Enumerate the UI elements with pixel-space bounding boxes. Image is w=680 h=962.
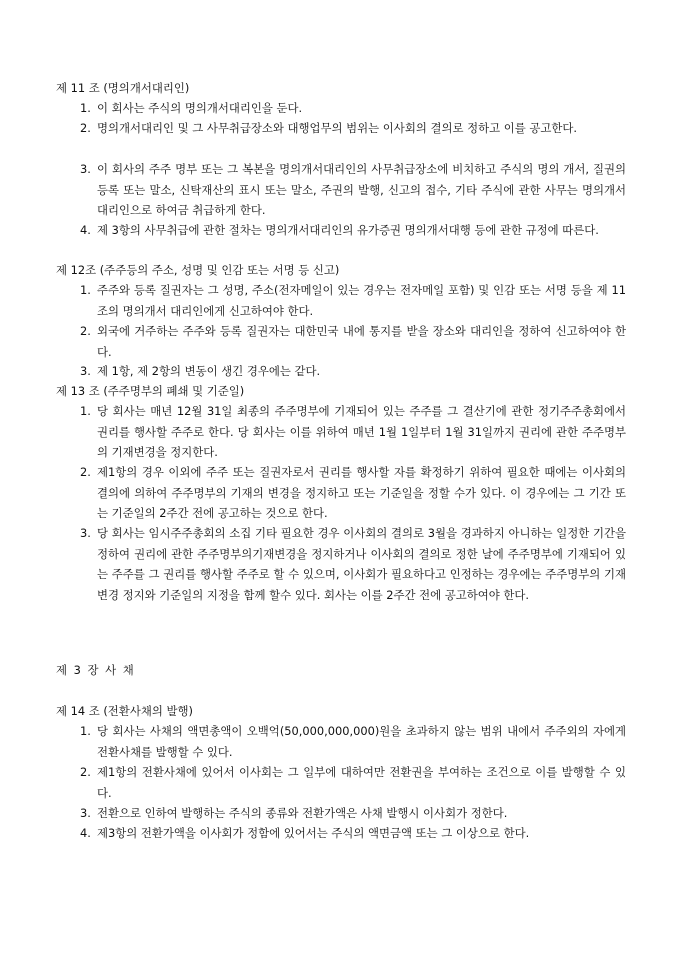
article-heading: 제 13 조 (주주명부의 폐쇄 및 기준일) — [56, 384, 245, 398]
item-number: 2. — [80, 324, 91, 338]
item-number: 4. — [80, 223, 91, 237]
list-item — [80, 721, 626, 762]
list-item — [80, 823, 626, 844]
item-text: 당 회사는 임시주주총회의 소집 기타 필요한 경우 이사회의 결의로 3월을 경과하지 아니하는 일정한 기간을정하여 권리에 관한 주주명부의기재변경을 정지하거나 이사회의 결의로 정한 날에 주주명부에 기재되어 있는 주주를 그 권리를 행사할 주주로 할 수 있으며, 이사회가 필요하다고 인정하는 경우에는 주주명부의 기재변경 정지와 기준일의 지정을 함께 할수 있다. 회사는 이를 2주간 전에 공고하여야 한다. — [97, 526, 626, 603]
item-number: 2. — [80, 121, 91, 135]
item-number: 1. — [80, 404, 91, 418]
item-number: 3. — [80, 526, 91, 540]
list-item — [80, 98, 626, 119]
article-heading: 제 12조 (주주등의 주소, 성명 및 인감 또는 서명 등 신고) — [56, 263, 340, 277]
item-number: 2. — [80, 465, 91, 479]
list-item — [80, 280, 626, 321]
item-text: 제 3항의 사무취급에 관한 절차는 명의개서대리인의 유가증권 명의개서대행 등에 관한 규정에 따른다. — [97, 223, 599, 237]
item-number: 3. — [80, 162, 91, 176]
item-number: 3. — [80, 364, 91, 378]
article-heading: 제 14 조 (전환사채의 발행) — [56, 704, 193, 718]
item-number: 3. — [80, 806, 91, 820]
chapter-heading: 제 3 장 사 채 — [56, 663, 134, 677]
list-item — [80, 118, 626, 139]
item-number: 1. — [80, 724, 91, 738]
list-item — [80, 321, 626, 362]
item-text: 제1항의 경우 이외에 주주 또는 질권자로서 권리를 행사할 자를 확정하기 위하여 필요한 때에는 이사회의 결의에 의하여 주주명부의 기재의 변경을 정지하고 또는 기준일을 정할 수가 있다. 이 경우에는 그 기간 또는 기준일의 2주간 전에 공고하는 것으로 한다. — [97, 465, 626, 521]
item-number: 4. — [80, 826, 91, 840]
list-item — [80, 220, 626, 241]
item-number: 1. — [80, 101, 91, 115]
list-item — [80, 523, 626, 606]
item-text: 당 회사는 매년 12월 31일 최종의 주주명부에 기재되어 있는 주주를 그 결산기에 관한 정기주주총회에서 권리를 행사할 주주로 한다. 당 회사는 이를 위하여 매년 1월 1일부터 1월 31일까지 권리에 관한 주주명부의 기재변경을 정지한다. — [97, 404, 626, 460]
list-item — [80, 462, 626, 524]
item-text: 전환으로 인하여 발행하는 주식의 종류와 전환가액은 사채 발행시 이사회가 정한다. — [97, 806, 508, 820]
item-text: 제1항의 전환사채에 있어서 이사회는 그 일부에 대하여만 전환권을 부여하는 조건으로 이를 발행할 수 있다. — [97, 765, 626, 800]
item-text: 이 회사의 주주 명부 또는 그 복본을 명의개서대리인의 사무취급장소에 비치하고 주식의 명의 개서, 질권의 등록 또는 말소, 신탁재산의 표시 또는 말소, 주권의 발행, 신고의 접수, 기타 주식에 관한 사무는 명의개서대리인으로 하여금 취급하게 한다. — [97, 162, 626, 218]
list-item — [80, 159, 626, 221]
item-text: 주주와 등록 질권자는 그 성명, 주소(전자메일이 있는 경우는 전자메일 포함) 및 인감 또는 서명 등을 제 11조의 명의개서 대리인에게 신고하여야 한다. — [97, 283, 626, 318]
item-text: 이 회사는 주식의 명의개서대리인을 둔다. — [97, 101, 303, 115]
item-text: 당 회사는 사채의 액면총액이 오백억(50,000,000,000)원을 초과하지 않는 범위 내에서 주주외의 자에게 전환사채를 발행할 수 있다. — [97, 724, 626, 759]
item-text: 제 1항, 제 2항의 변동이 생긴 경우에는 같다. — [97, 364, 321, 378]
list-item — [80, 803, 626, 824]
list-item — [80, 361, 626, 382]
item-text: 제3항의 전환가액을 이사회가 정함에 있어서는 주식의 액면금액 또는 그 이상으로 한다. — [97, 826, 530, 840]
item-number: 2. — [80, 765, 91, 779]
article-heading: 제 11 조 (명의개서대리인) — [56, 81, 190, 95]
list-item — [80, 762, 626, 803]
item-text: 명의개서대리인 및 그 사무취급장소와 대행업무의 범위는 이사회의 결의로 정하고 이를 공고한다. — [97, 121, 577, 135]
item-number: 1. — [80, 283, 91, 297]
item-text: 외국에 거주하는 주주와 등록 질권자는 대한민국 내에 통지를 받을 장소와 대리인을 정하여 신고하여야 한다. — [97, 324, 626, 359]
list-item — [80, 401, 626, 463]
